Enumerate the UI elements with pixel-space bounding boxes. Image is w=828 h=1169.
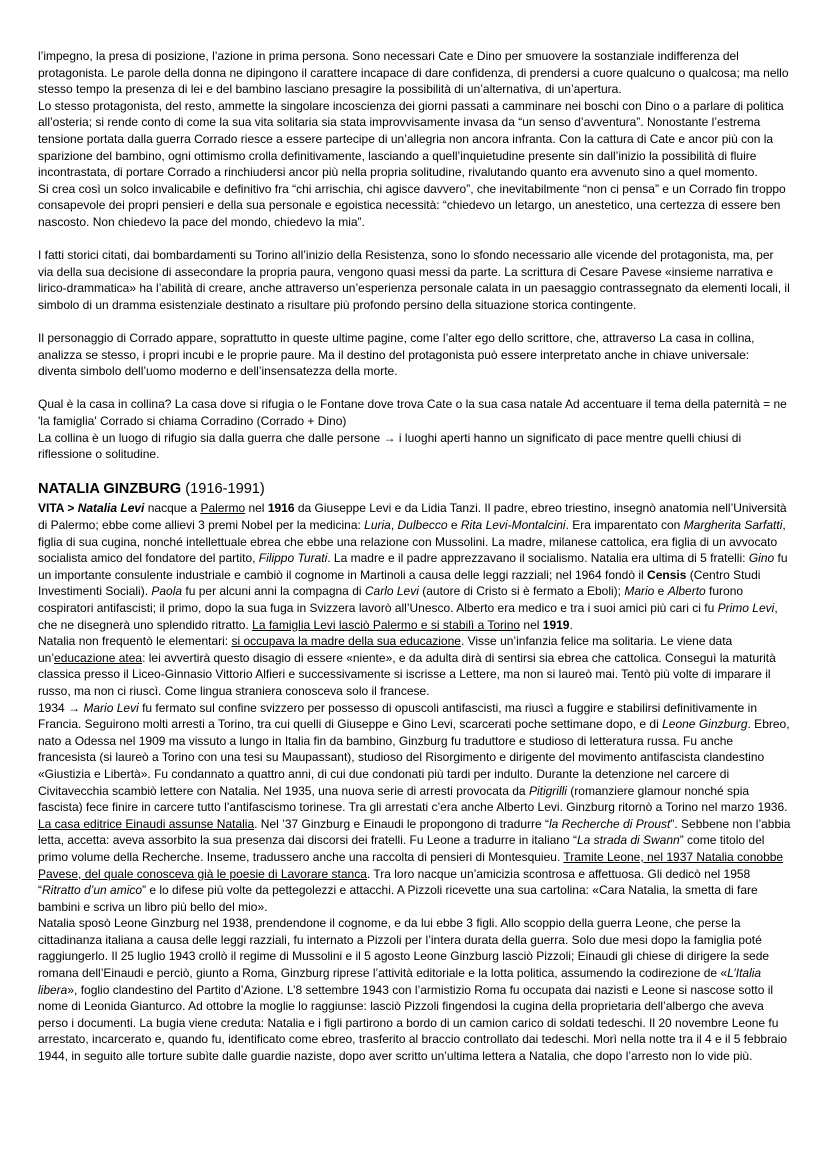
text-run: Luria (364, 518, 391, 533)
text-run: Mario (624, 584, 655, 599)
text-run: Filippo Turati (258, 551, 328, 566)
text-run: . Nel ’37 Ginzburg e Einaudi le propongono di tradurre “ (254, 816, 549, 831)
text-run: (Centro Studi Investimenti Sociali). (38, 567, 761, 599)
text-run: educazione atea (54, 650, 143, 665)
text-run: Natalia Levi (77, 501, 145, 516)
text-run: furono cospiratori antifascisti; il primo, dopo la sua fuga in Svizzera lavorò all’Unesco. Alberto era medico e tra i suoi amici più cari ci fu (38, 584, 744, 615)
paragraph-gap (38, 463, 791, 480)
text-run: 1919 (542, 617, 570, 632)
text-run: si occupava la madre della sua educazione (231, 634, 461, 649)
text-run: da Giuseppe Levi e da Lidia Tanzi. Il padre, ebreo triestino, insegnò anatomia nell’Università di Palermo; ebbe come allievi 3 premi Nobel per la medicina: (38, 501, 787, 533)
paragraph (38, 98, 791, 181)
text-run: Leone Ginzburg (662, 717, 748, 732)
text-run: 1934 → (38, 700, 84, 715)
text-run: ” e lo difese più volte da pettegolezzi e attacchi. A Pizzoli ricevette una sua cartolina: «Cara Natalia, la smetta di fare bambini e scriva un libro più bello del mio». (38, 883, 758, 914)
text-run: e (654, 584, 668, 599)
text-run: . Tra loro nacque un’amicizia scontrosa e affettuosa. Gli dedicò nel 1958 “ (38, 866, 751, 898)
paragraph (38, 181, 791, 231)
text-run: fu per alcuni anni la compagna di (182, 584, 365, 599)
text-run: l’impegno, la presa di posizione, l’azione in prima persona. Sono necessari Cate e Dino per smuovere la sostanziale indifferenza del protagonista. Le parole della donna ne dipingono il carattere incapace di dare confidenza, di prendersi a cuore qualcuno o qualcosa; ma nello stesso tempo la presenza di lei e del bambino lasciano presagire la possibilità di un’alternativa, di un’apertura. (38, 49, 789, 97)
paragraph (38, 633, 791, 699)
paragraph (38, 396, 791, 429)
text-run: La casa editrice Einaudi assunse Natalia (38, 816, 255, 831)
text-run: ” come titolo del primo volume della Recherche. Inseme, tradussero anche una raccolta di pensieri di Montesquieu. (38, 833, 765, 864)
text-run: la Recherche di Proust (548, 816, 671, 831)
text-run: (autore di Cristo si è fermato a Eboli); (418, 584, 625, 599)
text-run: , che ne disegnerà uno splendido ritratto. (38, 601, 778, 632)
text-run: . Era imparentato con (565, 518, 684, 533)
text-run: 1916 (267, 501, 295, 516)
paragraph (38, 430, 791, 463)
text-run: Paola (151, 584, 183, 599)
text-run: , figlia di sua cugina, nonché intellettuale ebrea che ebbe una relazione con Mussolini. La madre, milanese cattolica, era figlia di un avvocato socialista amico del fondatore del partito, (38, 518, 786, 566)
text-run: fu un importante consulente industriale e cambiò il cognome in Martinoli a causa delle leggi razziali; nel 1964 fondò il (38, 551, 788, 582)
document-body (38, 48, 791, 1065)
text-run: », foglio clandestino del Partito d’Azione. L’8 settembre 1943 con l’armistizio Roma fu occupata dai nazisti e Leone si nascose sotto il nome di Leonida Gianturco. Ad ottobre la moglie lo raggiunse: lasciò Pizzoli fingendosi la cugina della proprietaria dell’albergo che aveva perso i documenti. La bugia viene creduta: Natalia e i figli partirono a bordo di un camion carico di soldati tedeschi. Il 20 novembre Leone fu arrestato, incarcerato e, quando fu, identificato come ebreo, trasferito al braccio controllato dai tedeschi. Morì nella notte tra il 4 e il 5 febbraio 1944, in seguito alle torture subìte dalle guardie naziste, dopo aver scritto un’ultima lettera a Natalia, che dopo l’arresto non lo vide più. (38, 982, 788, 1064)
paragraph (38, 700, 791, 916)
paragraph (38, 915, 791, 1064)
paragraph (38, 330, 791, 380)
text-run: Natalia non frequentò le elementari: (38, 634, 232, 649)
text-run: e (447, 518, 461, 533)
text-run: Qual è la casa in collina? La casa dove si rifugia o le Fontane dove trova Cate o la sua casa natale Ad accentuare il tema della paternità = ne 'la famiglia' Corrado si chiama Corradino (Corrado + Dino) (38, 397, 787, 429)
text-run: Dulbecco (397, 518, 448, 533)
text-run: . Ebreo, nato a Odessa nel 1909 ma vissuto a lungo in Italia fin da bambino, Ginzburg fu traduttore e studioso di letteratura russa. Fu anche francesista (si laureò a Torino con una tesi su Maupassant), studioso del Risorgimento e dirigente del movimento antifascista clandestino «Giustizia e Libertà». Fu condannato a quattro anni, di cui due condonati più tardi per indulto. Durante la detenzione nel carcere di Civitavecchia scambiò lettere con Natalia. Nel 1935, una nuova serie di arresti provocata da (38, 717, 790, 798)
text-run: ”. Sebbene non l’abbia letta, accetta: aveva assorbito la sua presenza dai discorsi dei fratelli. Fu Leone a tradurre in italiano “ (38, 816, 791, 848)
text-run: L’Italia libera (38, 966, 762, 997)
paragraph (38, 48, 791, 98)
text-run: La famiglia Levi lasciò Palermo e si stabilì a Torino (252, 617, 521, 632)
paragraph-gap (38, 231, 791, 248)
section-heading (38, 479, 791, 500)
text-run: : lei avvertirà questo disagio di essere «niente», e da adulta dirà di sentirsi sia ebrea che cattolica. Conseguì la maturità classica presso il Liceo-Ginnasio Vittorio Alfieri e successivamente si iscrisse a Lettere, ma non si laureò mai. Tentò più volte di imparare il russo, ma non ci riuscì. Come lingua straniera conosceva solo il francese. (38, 650, 776, 698)
text-run: nel (245, 501, 268, 516)
text-run: . Visse un’infanzia felice ma solitaria. Le viene data un’ (38, 634, 733, 665)
text-run: La strada di Swann (576, 833, 680, 848)
text-run: Palermo (200, 501, 246, 516)
text-run: La collina è un luogo di rifugio sia dalla guerra che dalle persone → i luoghi aperti hanno un significato di pace mentre quelli chiusi di riflessione o solitudine. (38, 430, 742, 462)
paragraph-gap (38, 314, 791, 331)
text-run: I fatti storici citati, dai bombardamenti su Torino all’inizio della Resistenza, sono lo sfondo necessario alle vicende del protagonista, ma, per via della sua decisione di assecondare la propria paura, vengono quasi messi da parte. La scrittura di Cesare Pavese «insieme narrativa e lirico-drammatica» ha l’abilità di creare, anche attraverso un’esperienza personale calata in un paesaggio contrassegnato da elementi locali, il simbolo di un dramma esistenziale destinato a risultare più profondo persino della situazione storica contingente. (38, 248, 790, 312)
text-run: fu fermato sul confine svizzero per possesso di opuscoli antifascisti, ma riuscì a fuggire e stabilirsi definitivamente in Francia. Seguirono molti arresti a Torino, tra cui quelli di Giuseppe e Gino Levi, scarcerati poche settimane dopo, e di (38, 700, 758, 732)
text-run: (1916-1991) (181, 481, 265, 498)
paragraph-gap (38, 380, 791, 397)
text-run: . La madre e il padre apprezzavano il socialismo. Natalia era ultima di 5 fratelli: (327, 551, 749, 566)
text-run: Il personaggio di Corrado appare, soprattutto in queste ultime pagine, come l’alter ego dello scrittore, che, attraverso La casa in collina, analizza se stesso, i propri incubi e le proprie paure. Ma il destino del protagonista può essere interpretato anche in chiave universale: diventa simbolo dell’uomo moderno e dell’insensatezza della morte. (38, 331, 755, 379)
text-run: Mario Levi (83, 700, 139, 715)
text-run: , (390, 518, 398, 533)
text-run: NATALIA GINZBURG (38, 481, 182, 498)
text-run: (romanziere glamour nonché spia fascista) fece finire in carcere tutto l’antifascismo torinese. Tra gli arrestati c’era anche Alberto Levi. Ginzburg ritornò a Torino nel marzo 1936. (38, 783, 788, 815)
text-run: Margherita Sarfatti (683, 518, 783, 533)
text-run: Alberto (667, 584, 706, 599)
text-run: . (569, 617, 573, 632)
text-run: Gino (748, 551, 775, 566)
text-run: Si crea così un solco invalicabile e definitivo fra “chi arrischia, chi agisce davvero”, che inevitabilmente “non ci pensa” e un Corrado fin troppo consapevole dei propri pensieri e della sua personale e egoistica necessità: “chiedevo un letargo, un anestetico, una certezza di essere ben nascosto. Non chiedevo la pace del mondo, chiedevo la mia”. (38, 181, 786, 229)
text-run: Natalia sposò Leone Ginzburg nel 1938, prendendone il cognome, e da lui ebbe 3 figli. Allo scoppio della guerra Leone, che perse la cittadinanza italiana a causa delle leggi razziali, fu internato a Pizzoli per l’intera durata della guerra. Solo due mesi dopo la famiglia poté raggiungerlo. Il 25 luglio 1943 crollò il regime di Mussolini e il 5 agosto Leone Ginzburg lasciò Pizzoli; Einaudi gli chiese di dirigere la sede romana dell’Einaudi e perciò, giunto a Roma, Ginzburg riprese l’attività editoriale e la lotta politica, assumendo la codirezione de « (38, 916, 770, 981)
text-run: nel (520, 617, 543, 632)
text-run: VITA > (38, 501, 78, 516)
text-run: Tramite Leone, nel 1937 Natalia conobbe Pavese, del quale conosceva già le poesie di Lavorare stanca (38, 849, 784, 881)
paragraph (38, 500, 791, 633)
text-run: Lo stesso protagonista, del resto, ammette la singolare incoscienza dei giorni passati a camminare nei boschi con Dino o a parlare di politica all’osteria; si rende conto di come la sua vita solitaria sia stata improvvisamente invasa da “un senso d’avventura”. Nonostante l’estrema tensione portata dalla guerra Corrado riesce a essere partecipe di un’allegria non ancora infranta. Con la cattura di Cate e ancor più con la sparizione del bambino, ogni ottimismo crolla definitivamente, lasciando a quell’inquietudine presente sin dall’inizio la possibilità di fluire incontrastata, di portare Corrado a rinchiudersi ancor più nella propria solitudine, rivalutando quanto era avvenuto sino a quel momento. (38, 98, 784, 180)
text-run: Ritratto d’un amico (42, 883, 143, 898)
text-run: Censis (647, 567, 687, 582)
text-run: Pitigrilli (528, 783, 567, 798)
text-run: Rita Levi-Montalcini (460, 518, 566, 533)
text-run: nacque a (144, 501, 201, 516)
paragraph (38, 247, 791, 313)
text-run: Carlo Levi (364, 584, 419, 599)
text-run: Primo Levi (717, 601, 775, 615)
